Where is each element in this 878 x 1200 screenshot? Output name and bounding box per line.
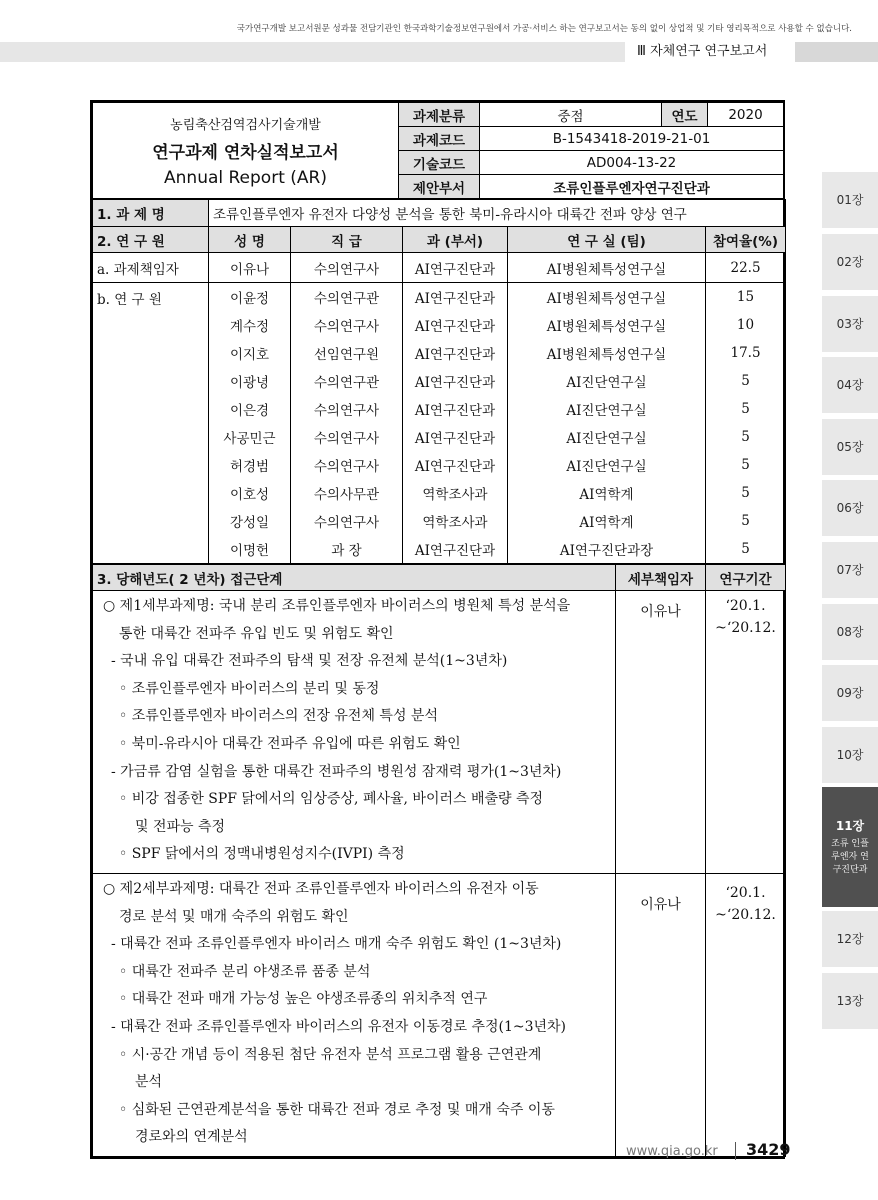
member-name: 사공민근 [209, 423, 291, 451]
researcher-table [92, 199, 786, 564]
member-rank: 수의연구사 [291, 423, 403, 451]
lead-name: 이유나 [209, 253, 291, 283]
member-dept: 역학조사과 [403, 507, 508, 535]
topic-value: 조류인플루엔자 유전자 다양성 분석을 통한 북미-유라시아 대륙간 전파 양상 연구 [209, 200, 786, 227]
chapter-tab-13[interactable]: 13장 [822, 973, 878, 1029]
subtask1-line: ◦ 북미-유라시아 대륙간 전파주 유입에 따른 위험도 확인 [119, 735, 461, 752]
researchers-label: 2. 연 구 원 [93, 227, 209, 253]
lead-row [93, 253, 786, 283]
copyright-notice: 국가연구개발 보고서원문 성과물 전담기관인 한국과학기술정보연구원에서 가공·서비스 하는 연구보고서는 동의 없이 상업적 및 기타 영리목적으로 사용할 수 없습니다. [236, 24, 852, 34]
member-dept: AI연구진단과 [403, 423, 508, 451]
chapter-tab-11-active[interactable] [822, 787, 878, 907]
member-lab: AI진단연구실 [508, 451, 706, 479]
subtask1-period-end: ~‘20.12. [715, 620, 776, 636]
col-rate: 참여율(%) [706, 227, 786, 253]
subtask1-line: - 가금류 감염 실험을 통한 대륙간 전파주의 병원성 잠재력 평가(1~3년차) [111, 763, 562, 780]
member-name: 이은경 [209, 395, 291, 423]
member-name: 이광녕 [209, 367, 291, 395]
member-dept: AI연구진단과 [403, 283, 508, 312]
member-rows [93, 283, 786, 564]
footer-url[interactable]: www.qia.go.kr [626, 1144, 718, 1159]
tech-value: AD004-13-22 [480, 151, 784, 175]
chapter-tab-11-label: 11장 [835, 819, 865, 833]
subtask2-line: ◦ 대륙간 전파 매개 가능성 높은 야생조류종의 위치추적 연구 [119, 991, 488, 1008]
lead-rate: 22.5 [706, 253, 786, 283]
member-rate: 5 [706, 535, 786, 564]
member-dept: AI연구진단과 [403, 535, 508, 564]
subtask1-line: ◦ SPF 닭에서의 정맥내병원성지수(IVPI) 측정 [119, 846, 405, 863]
report-subtitle: Annual Report (AR) [164, 167, 327, 188]
member-dept: 역학조사과 [403, 479, 508, 507]
member-rank: 수의연구사 [291, 311, 403, 339]
member-dept: AI연구진단과 [403, 339, 508, 367]
subtask1-line: 통한 대륙간 전파주 유입 빈도 및 위험도 확인 [119, 625, 394, 642]
member-lab: AI연구진단과장 [508, 535, 706, 564]
member-dept: AI연구진단과 [403, 311, 508, 339]
footer-divider [735, 1142, 736, 1160]
chapter-tab-10[interactable]: 10장 [822, 727, 878, 783]
subtask2-line: ◦ 시·공간 개념 등이 적용된 첨단 유전자 분석 프로그램 활용 근연관계 [119, 1046, 542, 1063]
member-rank: 선임연구원 [291, 339, 403, 367]
member-lab: AI진단연구실 [508, 395, 706, 423]
member-rate: 17.5 [706, 339, 786, 367]
subtask1-line: ◦ 조류인플루엔자 바이러스의 전장 유전체 특성 분석 [119, 708, 438, 725]
code-label: 과제코드 [399, 127, 480, 151]
lead-lab: AI병원체특성연구실 [508, 253, 706, 283]
subtask2-line: 경로 분석 및 매개 숙주의 위험도 확인 [119, 908, 349, 925]
member-name: 이호성 [209, 479, 291, 507]
subtask2-line: - 대륙간 전파 조류인플루엔자 바이러스의 유전자 이동경로 추정(1~3년차) [111, 1018, 567, 1035]
member-lab: AI병원체특성연구실 [508, 283, 706, 312]
approach-table [92, 564, 786, 1157]
lead-label: a. 과제책임자 [93, 253, 209, 283]
member-rate: 5 [706, 479, 786, 507]
member-lab: AI병원체특성연구실 [508, 311, 706, 339]
member-rank: 수의연구사 [291, 507, 403, 535]
member-rate: 5 [706, 395, 786, 423]
category-value: 중점 [480, 103, 662, 127]
member-name: 허경범 [209, 451, 291, 479]
subtask2-period [706, 873, 786, 1156]
chapter-tab-04[interactable]: 04장 [822, 357, 878, 413]
member-dept: AI연구진단과 [403, 367, 508, 395]
col-rank: 직 급 [291, 227, 403, 253]
section-title: Ⅲ 자체연구 연구보고서 [625, 42, 795, 62]
subtask2-line: ◦ 심화된 근연관계분석을 통한 대륙간 전파 경로 추정 및 매개 숙주 이동 [119, 1101, 555, 1118]
report-title: 연구과제 연차실적보고서 [152, 142, 339, 163]
chapter-tab-07[interactable]: 07장 [822, 542, 878, 598]
subtask2-line: ◦ 대륙간 전파주 분리 야생조류 품종 분석 [119, 963, 371, 980]
subtask2-plan [93, 873, 616, 1156]
member-lab: AI진단연구실 [508, 367, 706, 395]
member-lab: AI역학계 [508, 479, 706, 507]
chapter-tab-02[interactable]: 02장 [822, 234, 878, 290]
chapter-tab-08[interactable]: 08장 [822, 604, 878, 660]
member-rank: 수의사무관 [291, 479, 403, 507]
subtask2-line: 분석 [135, 1074, 163, 1091]
subtask2-period-end: ~‘20.12. [715, 906, 776, 923]
member-label: b. 연 구 원 [93, 283, 209, 564]
member-rate: 10 [706, 311, 786, 339]
approach-label: 3. 당해년도( 2 년차) 접근단계 [93, 565, 616, 591]
subtask1-line: - 국내 유입 대륙간 전파주의 탐색 및 전장 유전체 분석(1~3년차) [111, 653, 508, 670]
report-header-table [92, 102, 784, 199]
subtask1-line: ◦ 비강 접종한 SPF 닭에서의 임상증상, 폐사율, 바이러스 배출량 측정 [119, 791, 544, 808]
year-label: 연도 [662, 103, 708, 127]
lead-dept: AI연구진단과 [403, 253, 508, 283]
report-org: 농림축산검역검사기술개발 [170, 117, 321, 133]
col-lab: 연 구 실 (팀) [508, 227, 706, 253]
member-rank: 수의연구관 [291, 367, 403, 395]
member-rate: 5 [706, 507, 786, 535]
col-dept: 과 (부서) [403, 227, 508, 253]
subtask2-line: ○ 제2세부과제명: 대륙간 전파 조류인플루엔자 바이러스의 유전자 이동 [103, 880, 539, 897]
lead-rank: 수의연구사 [291, 253, 403, 283]
page-number: 3429 [746, 1140, 791, 1159]
member-name: 이명헌 [209, 535, 291, 564]
category-label: 과제분류 [399, 103, 480, 127]
year-value: 2020 [708, 103, 784, 127]
member-rate: 5 [706, 451, 786, 479]
report-org-block [93, 103, 399, 199]
chapter-tab-09[interactable]: 09장 [822, 665, 878, 721]
member-name: 이윤정 [209, 283, 291, 312]
code-value: B-1543418-2019-21-01 [480, 127, 784, 151]
member-lab: AI진단연구실 [508, 423, 706, 451]
col-name: 성 명 [209, 227, 291, 253]
member-rank: 수의연구관 [291, 283, 403, 312]
col-period: 연구기간 [706, 565, 786, 591]
member-dept: AI연구진단과 [403, 395, 508, 423]
dept-value: 조류인플루엔자연구진단과 [480, 175, 784, 199]
subtask2-line: 경로와의 연계분석 [135, 1129, 248, 1146]
subtask1-period [706, 591, 786, 874]
topic-label: 1. 과 제 명 [93, 200, 209, 227]
member-rate: 5 [706, 423, 786, 451]
subtask1-line: ○ 제1세부과제명: 국내 분리 조류인플루엔자 바이러스의 병원체 특성 분석을 [103, 598, 571, 614]
dept-label: 제안부서 [399, 175, 480, 199]
chapter-tab-11-title: 조류 인플루엔자 연구진단과 [831, 839, 869, 875]
report-form [90, 100, 785, 1159]
member-name: 강성일 [209, 507, 291, 535]
chapter-tab-03[interactable]: 03장 [822, 296, 878, 352]
member-rank: 과 장 [291, 535, 403, 564]
subtask1-lead: 이유나 [616, 591, 706, 874]
subtask1-period-start: ‘20.1. [725, 598, 766, 614]
subtask2-lead: 이유나 [616, 873, 706, 1156]
chapter-tab-12[interactable]: 12장 [822, 911, 878, 967]
member-rate: 5 [706, 367, 786, 395]
tech-label: 기술코드 [399, 151, 480, 175]
member-name: 계수정 [209, 311, 291, 339]
subtask2-line: - 대륙간 전파 조류인플루엔자 바이러스 매개 숙주 위험도 확인 (1~3년차) [111, 936, 562, 953]
chapter-tab-06[interactable]: 06장 [822, 480, 878, 536]
chapter-tab-05[interactable]: 05장 [822, 419, 878, 475]
member-lab: AI병원체특성연구실 [508, 339, 706, 367]
member-rate: 15 [706, 283, 786, 312]
chapter-tab-01[interactable]: 01장 [822, 172, 878, 228]
member-lab: AI역학계 [508, 507, 706, 535]
member-rank: 수의연구사 [291, 451, 403, 479]
member-dept: AI연구진단과 [403, 451, 508, 479]
member-name: 이지호 [209, 339, 291, 367]
subtask1-line: ◦ 조류인플루엔자 바이러스의 분리 및 동정 [119, 680, 380, 697]
subtask1-line: 및 전파능 측정 [135, 818, 226, 835]
subtask1-plan [93, 591, 616, 874]
subtask2-period-start: ‘20.1. [725, 884, 766, 901]
table-row [93, 283, 786, 312]
col-sub-lead: 세부책임자 [616, 565, 706, 591]
member-rank: 수의연구사 [291, 395, 403, 423]
